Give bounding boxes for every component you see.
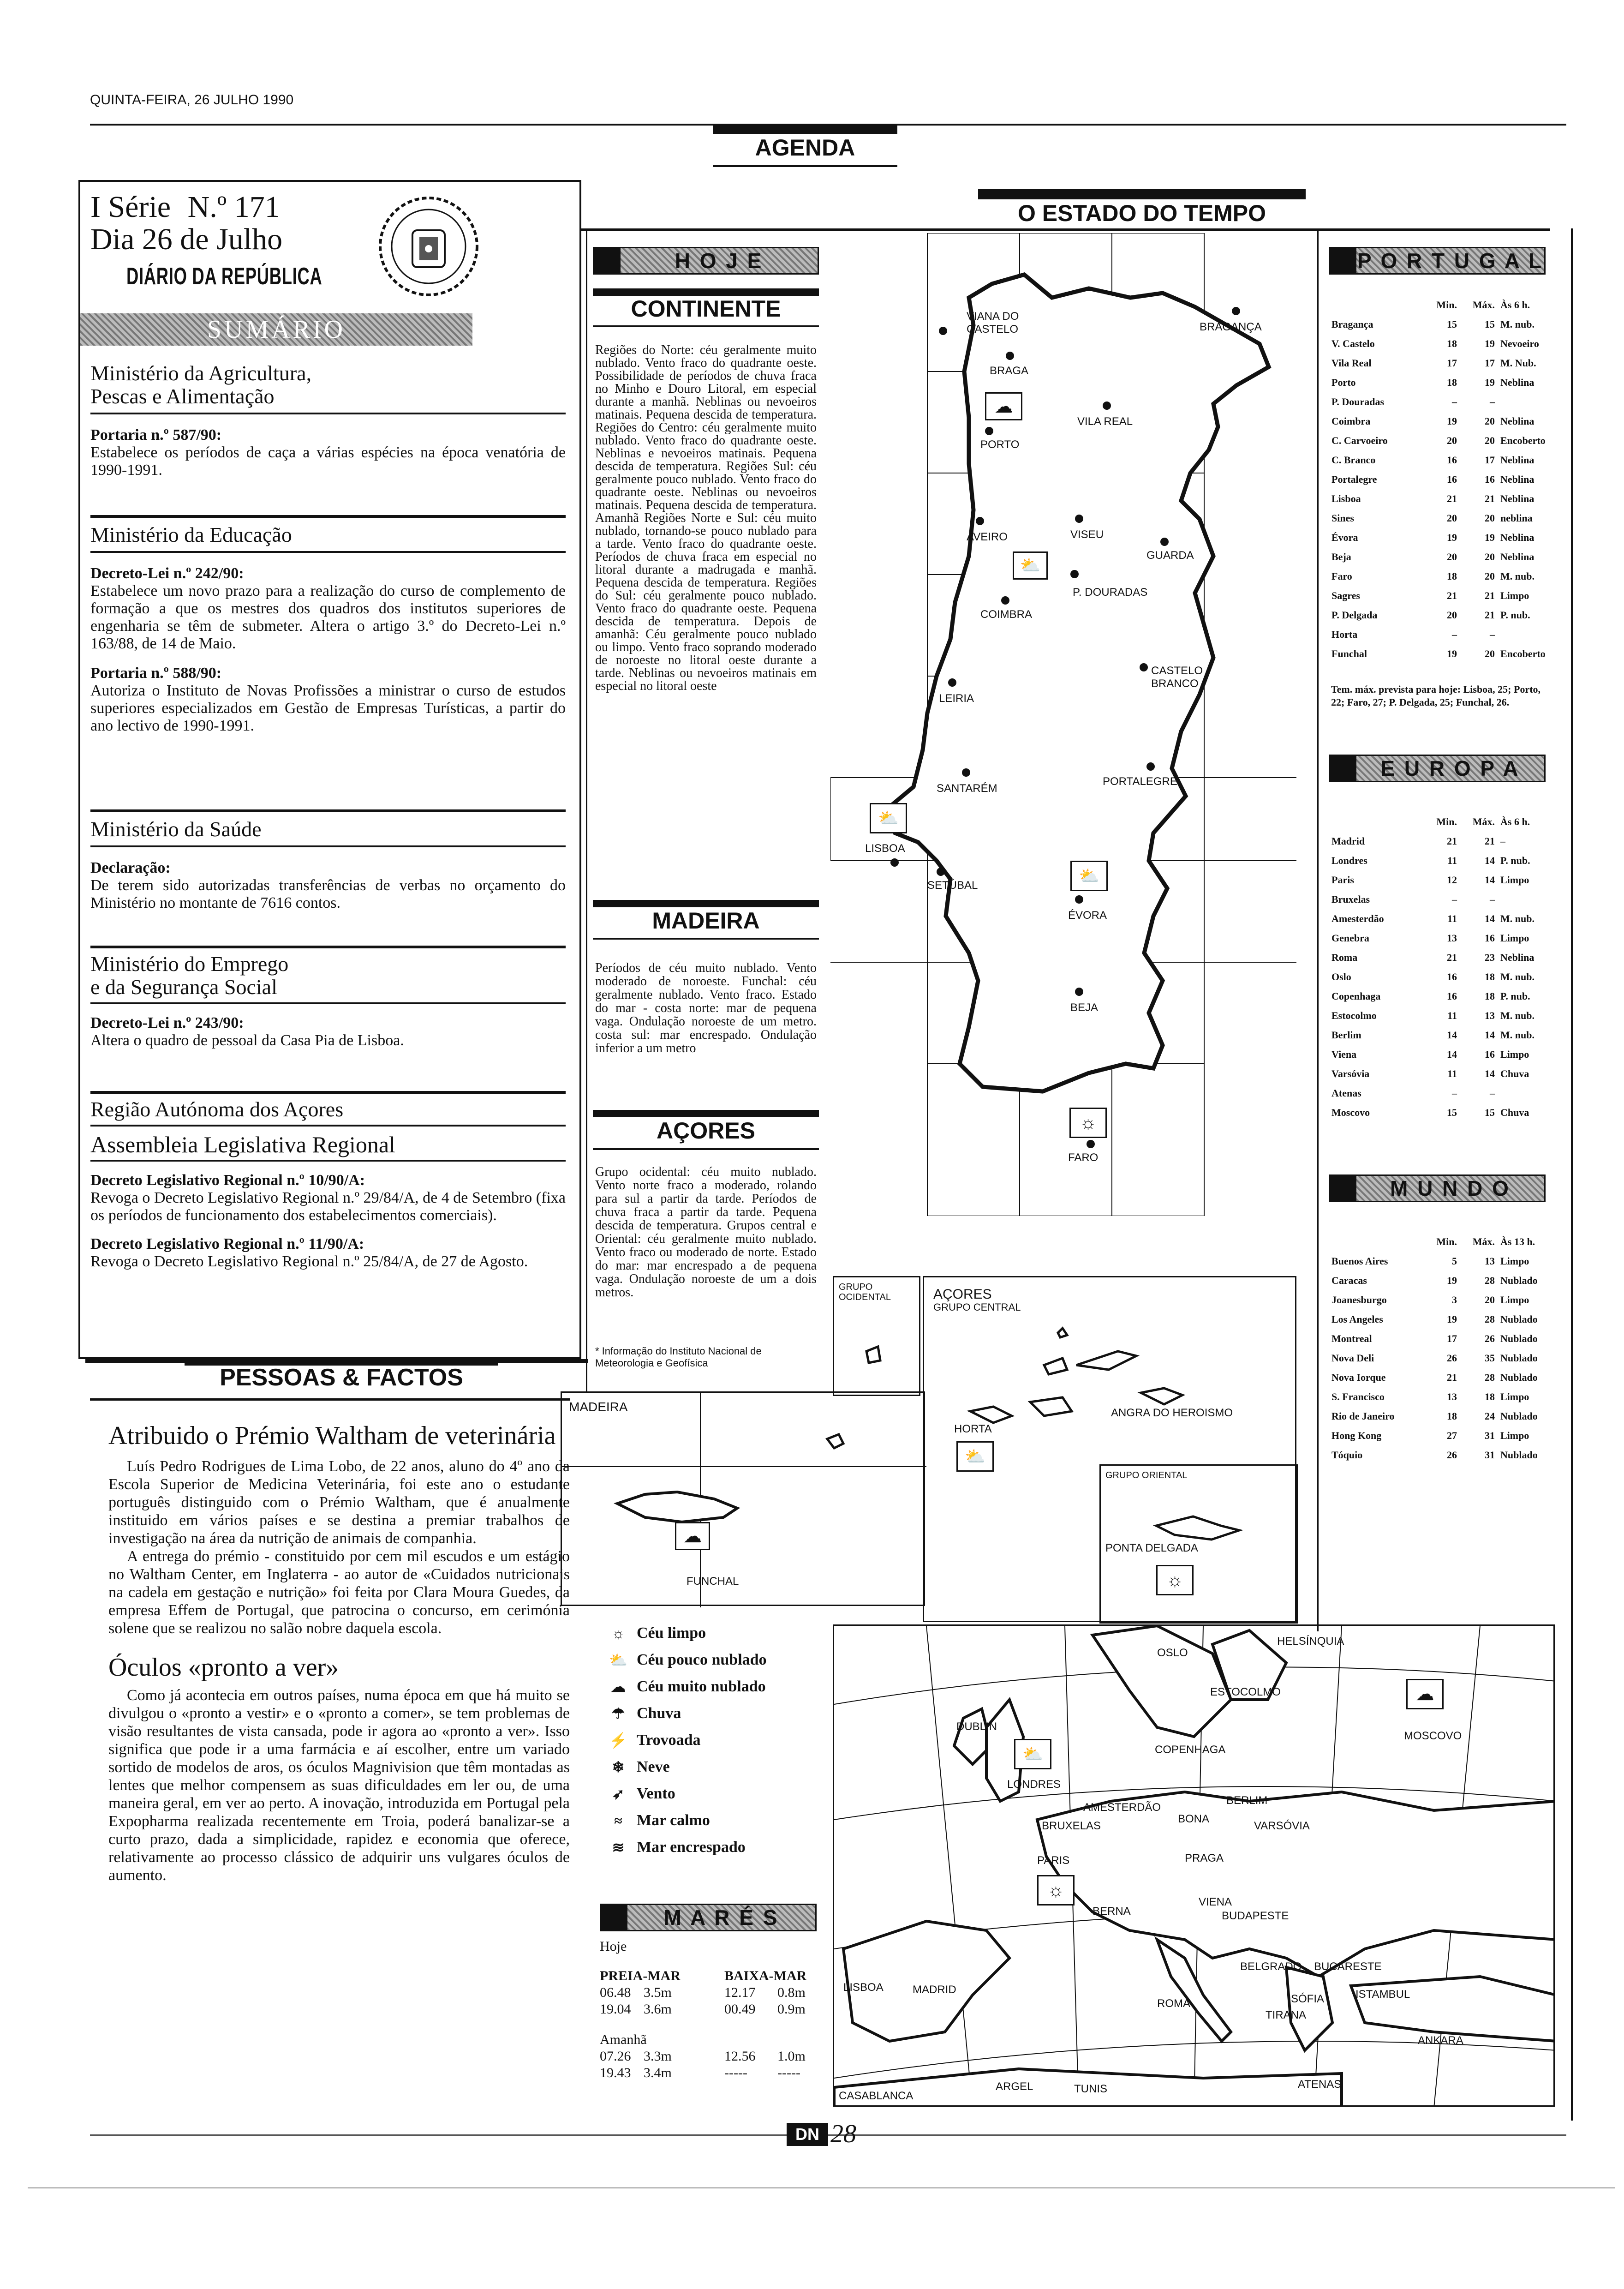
article1-text: Luís Pedro Rodrigues de Lima Lobo, de 22 anos, aluno do 4º ano da Escola Superior de Medicina Veterinária, foi este ano o estudante português distinguido com o Prémio Waltham, que é anualmente instituido em vários países e se destina a premiar trabalhos de investigação na área da nutrição de animais de companhia. xyxy=(108,1458,570,1547)
cloudy-icon: ☁ xyxy=(985,392,1022,420)
map-label: VISEU xyxy=(1070,528,1104,541)
item-text: Estabelece os períodos de caça a várias espécies na época venatória de 1990-1991. xyxy=(90,444,566,479)
table-row: Sagres 21 21 Limpo xyxy=(1331,590,1529,601)
map-label: ANKARA xyxy=(1418,2034,1463,2047)
city-dot xyxy=(948,678,956,687)
table-row: Nova Deli 26 35 Nublado xyxy=(1331,1352,1538,1364)
madeira-under xyxy=(593,938,819,940)
table-row: Genebra 13 16 Limpo xyxy=(1331,932,1529,944)
europa-table xyxy=(1329,812,1537,1122)
tempo-top-rule xyxy=(978,189,1306,199)
block-icon xyxy=(1329,247,1356,275)
table-row: Beja 20 20 Neblina xyxy=(1331,551,1534,563)
weather-legend xyxy=(600,1620,830,1861)
item-text: Altera o quadro de pessoal da Casa Pia de Lisboa. xyxy=(90,1032,404,1049)
ministry-line: Ministério da Agricultura, xyxy=(90,361,312,385)
map-label: GRUPO ORIENTAL xyxy=(1105,1470,1188,1480)
map-label: ISTAMBUL xyxy=(1355,1988,1410,2001)
table-row: Berlim 14 14 M. nub. xyxy=(1331,1029,1534,1041)
partly-cloudy-icon: ⛅ xyxy=(609,1652,627,1668)
item-title: Declaração: xyxy=(90,859,171,876)
bottom-edge xyxy=(28,2187,1615,2188)
legend-row xyxy=(600,1754,830,1780)
item-title: Decreto Legislativo Regional n.º 10/90/A: xyxy=(90,1172,365,1189)
legend-label: Mar encrespado xyxy=(637,1839,746,1856)
col-head: Às 6 h. xyxy=(1500,816,1530,827)
map-label: FARO xyxy=(1068,1151,1099,1164)
city-dot xyxy=(1232,307,1240,315)
city-dot xyxy=(1075,515,1083,523)
europe-map xyxy=(833,1624,1555,2107)
mares-hoje: Hoje xyxy=(600,1939,627,1954)
hoje-bar xyxy=(593,247,819,275)
item-text: Estabelece um novo prazo para a realização do curso de complemento de formação a que os mestres dos quadros dos institutos superiores de engenharia se têm de submeter. Altera o artigo 3.º do Decreto-Lei n.º 163/88, de 14 de Maio. xyxy=(90,582,566,652)
map-label: ROMA xyxy=(1157,1997,1190,2010)
legend-row xyxy=(600,1673,830,1700)
legend-row xyxy=(600,1700,830,1727)
table-row: V. Castelo 18 19 Nevoeiro xyxy=(1331,338,1539,349)
col-rule xyxy=(1317,228,1319,1631)
city-dot xyxy=(1075,895,1083,904)
page-logo: DN xyxy=(787,2123,828,2146)
col-head: Min. xyxy=(1436,816,1457,827)
map-label: CASTELO BRANCO xyxy=(1151,665,1203,690)
tide-value: 0.9m xyxy=(777,2001,806,2017)
section-title: AGENDA xyxy=(755,135,855,161)
tide-value: 19.43 xyxy=(600,2065,631,2080)
map-label: GRUPO CENTRAL xyxy=(933,1301,1021,1313)
ministry-agricultura xyxy=(90,362,566,408)
map-label: BEJA xyxy=(1070,1001,1099,1014)
rough-sea-icon: ≋ xyxy=(612,1839,625,1856)
map-label: FUNCHAL xyxy=(687,1575,739,1588)
map-label: TUNIS xyxy=(1074,2083,1107,2095)
legend-label: Trovoada xyxy=(637,1732,701,1749)
rain-icon: ☂ xyxy=(611,1705,625,1722)
legend-label: Vento xyxy=(637,1785,675,1802)
acores-under xyxy=(593,1148,819,1150)
table-row: Coimbra 19 20 Neblina xyxy=(1331,415,1534,427)
table-row: Joanesburgo 3 20 Limpo xyxy=(1331,1294,1529,1306)
map-label: VILA REAL xyxy=(1077,415,1133,428)
table-row: Londres 11 14 P. nub. xyxy=(1331,855,1530,866)
divider xyxy=(90,515,566,518)
pessoas-bottom-rule xyxy=(90,1398,570,1401)
col-head: Máx. xyxy=(1472,299,1495,311)
map-label: VARSÓVIA xyxy=(1254,1820,1310,1832)
tide-value: 3.5m xyxy=(644,1985,672,2000)
madeira-rule xyxy=(593,900,819,907)
tide-value: 3.4m xyxy=(644,2065,672,2080)
item-text: Revoga o Decreto Legislativo Regional n.º 25/84/A, de 27 de Agosto. xyxy=(90,1253,528,1270)
article2-title: Óculos «pronto a ver» xyxy=(108,1653,339,1682)
map-label: GUARDA xyxy=(1146,549,1194,562)
table-row: Lisboa 21 21 Neblina xyxy=(1331,493,1534,504)
partly-cloudy-icon: ⛅ xyxy=(956,1441,994,1472)
map-label: LEIRIA xyxy=(939,692,974,705)
map-label: HELSÍNQUIA xyxy=(1277,1635,1344,1648)
table-row: P. Douradas – – xyxy=(1331,396,1495,407)
map-label: BRUXELAS xyxy=(1042,1820,1101,1832)
block-icon xyxy=(600,1904,627,1931)
continente-under xyxy=(593,325,819,327)
coat-of-arms-icon xyxy=(371,191,486,302)
sun-icon: ☼ xyxy=(1037,1875,1075,1906)
table-row: Nova Iorque 21 28 Nublado xyxy=(1331,1372,1538,1383)
madeira-map xyxy=(561,1391,925,1606)
map-label: BRAGANÇA xyxy=(1200,321,1262,333)
table-row: Viena 14 16 Limpo xyxy=(1331,1049,1529,1060)
map-label: BUCARESTE xyxy=(1314,1960,1382,1973)
map-label: AMESTERDÃO xyxy=(1083,1801,1161,1814)
col-rule xyxy=(586,228,587,1391)
grupo-ocidental-box xyxy=(833,1276,920,1396)
map-label: AVEIRO xyxy=(967,531,1008,543)
numero: N.º 171 xyxy=(187,190,280,224)
col-head: Máx. xyxy=(1472,1236,1495,1247)
tide-value: 06.48 xyxy=(600,1985,631,2000)
table-row: Caracas 19 28 Nublado xyxy=(1331,1275,1538,1286)
tide-value: 19.04 xyxy=(600,2001,631,2017)
acores-title: AÇORES xyxy=(657,1118,755,1144)
divider xyxy=(90,946,566,948)
map-label: ANGRA DO HEROISMO xyxy=(1111,1407,1233,1419)
table-row: Amesterdão 11 14 M. nub. xyxy=(1331,913,1534,924)
partly-cloudy-icon: ⛅ xyxy=(1014,1739,1051,1769)
legend-row xyxy=(600,1807,830,1834)
col-rule xyxy=(1571,228,1573,2121)
acores-rule xyxy=(593,1110,819,1117)
city-dot xyxy=(976,517,984,525)
europa-bar xyxy=(1329,755,1546,782)
page-number: 28 xyxy=(830,2120,856,2148)
map-label: BERLIM xyxy=(1226,1794,1268,1807)
table-row: S. Francisco 13 18 Limpo xyxy=(1331,1391,1529,1402)
table-row: Bruxelas – – xyxy=(1331,893,1495,905)
footer-rule xyxy=(90,2134,1566,2136)
sumario-bar xyxy=(80,313,472,346)
map-label: BUDAPESTE xyxy=(1222,1910,1289,1922)
map-label: BONA xyxy=(1178,1813,1210,1825)
dia: Dia 26 de Julho xyxy=(90,222,283,256)
map-label: ÉVORA xyxy=(1068,909,1107,922)
table-row: Vila Real 17 17 M. Nub. xyxy=(1331,357,1536,369)
cloudy-icon: ☁ xyxy=(1406,1679,1444,1709)
table-row: Roma 21 23 Neblina xyxy=(1331,952,1534,963)
item-title: Portaria n.º 588/90: xyxy=(90,665,222,682)
map-label: LONDRES xyxy=(1007,1778,1061,1791)
map-label: HORTA xyxy=(954,1423,992,1435)
city-dot xyxy=(1070,570,1079,578)
mares-label: M A R É S xyxy=(627,1905,815,1930)
map-label: P. DOURADAS xyxy=(1073,586,1148,599)
legend-row xyxy=(600,1834,830,1861)
ministry-emprego xyxy=(90,953,566,999)
map-label: TIRANA xyxy=(1266,2009,1307,2021)
assembly: Assembleia Legislativa Regional xyxy=(90,1132,395,1157)
table-row: Porto 18 19 Neblina xyxy=(1331,377,1534,388)
partly-cloudy-icon: ⛅ xyxy=(1070,861,1108,891)
map-label: LISBOA xyxy=(843,1981,884,1994)
portugal-bar xyxy=(1329,247,1546,275)
legend-row xyxy=(600,1647,830,1673)
partly-cloudy-icon: ⛅ xyxy=(1013,551,1048,580)
legend-label: Céu limpo xyxy=(637,1624,706,1642)
city-dot xyxy=(1160,538,1169,546)
page-date: QUINTA-FEIRA, 26 JULHO 1990 xyxy=(90,92,294,108)
thunder-icon: ⚡ xyxy=(609,1732,627,1749)
col-head: Às 6 h. xyxy=(1500,299,1530,311)
city-dot xyxy=(1075,988,1083,996)
sumario-label: SUMÁRIO xyxy=(207,315,346,344)
portugal-label: P O R T U G A L xyxy=(1357,249,1544,273)
city-dot xyxy=(1001,596,1009,605)
ministry-line: Pescas e Alimentação xyxy=(90,384,275,408)
mares-amanha: Amanhã xyxy=(600,2032,647,2047)
tide-value: 12.17 xyxy=(724,1985,756,2000)
tide-value: 07.26 xyxy=(600,2049,631,2064)
ministry-line: e da Segurança Social xyxy=(90,975,277,999)
map-label: PRAGA xyxy=(1185,1852,1224,1864)
city-dot xyxy=(985,427,993,435)
table-row: Rio de Janeiro 18 24 Nublado xyxy=(1331,1410,1538,1422)
city-dot xyxy=(1087,1140,1095,1148)
table-row: C. Branco 16 17 Neblina xyxy=(1331,454,1534,466)
acores-text: Grupo ocidental: céu muito nublado. Vento norte fraco a moderado, rolando para sul a partir da tarde. Períodos de chuva fraca a partir da tarde. Pequena descida de temperatura. Grupos central e Oriental: céu geralmente muito nublado. Vento fraco ou moderado de norte. Estado do mar: mar encrespado a de pequena vaga. Ondulação noroeste de um a dois metros. xyxy=(595,1165,817,1300)
table-row: Sines 20 20 neblina xyxy=(1331,512,1533,524)
table-row: P. Delgada 20 21 P. nub. xyxy=(1331,609,1530,621)
table-row: Bragança 15 15 M. nub. xyxy=(1331,318,1534,330)
map-label: BERNA xyxy=(1093,1905,1131,1917)
grupo-oriental-box xyxy=(1099,1464,1298,1624)
diario-box xyxy=(78,180,581,1359)
mares-bar xyxy=(600,1904,817,1931)
fonte-note: * Informação do Instituto Nacional de Meteorologia e Geofísica xyxy=(595,1345,762,1369)
tide-value: 0.8m xyxy=(777,1985,806,2000)
map-label: ARGEL xyxy=(996,2080,1033,2093)
tempo-title: O ESTADO DO TEMPO xyxy=(1018,200,1266,226)
article1-text2: A entrega do prémio - constituido por cem mil escudos e um estágio no Waltham Center, em Inglaterra - ao autor de «Cuidados nutricionais na cadela em gestação e nutrição» foi feita por Clara Moura Guedes, da empresa Effem de Portugal, que patrocina o concurso, em cerimónia solene que se realizou no salão nobre daquela escola. xyxy=(108,1548,570,1637)
map-label: PORTALEGRE xyxy=(1103,775,1177,788)
tide-value: ----- xyxy=(724,2065,747,2080)
city-dot xyxy=(1146,762,1155,771)
map-label: GRUPO OCIDENTAL xyxy=(839,1282,891,1302)
table-row: Montreal 17 26 Nublado xyxy=(1331,1333,1538,1344)
map-label: SÓFIA xyxy=(1291,1993,1325,2005)
col-head: Min. xyxy=(1436,1236,1457,1247)
sun-icon: ☼ xyxy=(1156,1565,1194,1595)
city-dot xyxy=(890,858,899,867)
table-row: Varsóvia 11 14 Chuva xyxy=(1331,1068,1529,1079)
mundo-table xyxy=(1329,1232,1540,1465)
legend-row xyxy=(600,1780,830,1807)
mundo-label: M U N D O xyxy=(1356,1176,1544,1201)
partly-cloudy-icon: ⛅ xyxy=(870,803,907,833)
map-label: ATENAS xyxy=(1298,2078,1342,2091)
cloudy-icon: ☁ xyxy=(611,1678,626,1695)
map-label: MADRID xyxy=(913,1983,956,1996)
table-row: Buenos Aires 5 13 Limpo xyxy=(1331,1255,1529,1267)
wind-icon: ➶ xyxy=(612,1786,625,1802)
legend-label: Neve xyxy=(637,1758,670,1775)
map-label: PONTA DELGADA xyxy=(1105,1542,1198,1554)
portugal-map xyxy=(830,233,1296,1216)
table-row: Portalegre 16 16 Neblina xyxy=(1331,473,1534,485)
table-row: Estocolmo 11 13 M. nub. xyxy=(1331,1010,1534,1021)
continente-rule xyxy=(593,288,819,296)
item-title: Decreto-Lei n.º 243/90: xyxy=(90,1014,244,1031)
map-label: PORTO xyxy=(980,438,1020,451)
sun-icon: ☼ xyxy=(1069,1108,1107,1138)
agenda-underline xyxy=(713,165,897,167)
item-title: Decreto Legislativo Regional n.º 11/90/A: xyxy=(90,1235,364,1252)
city-dot xyxy=(1103,401,1111,410)
map-label: DUBLIN xyxy=(956,1720,997,1733)
agenda-tab xyxy=(713,124,897,166)
block-icon xyxy=(1329,1174,1356,1202)
madeira-title: MADEIRA xyxy=(652,908,760,934)
tide-value: ----- xyxy=(777,2065,800,2080)
tide-value: 3.6m xyxy=(644,2001,672,2017)
table-row: Paris 12 14 Limpo xyxy=(1331,874,1529,886)
acores-map xyxy=(923,1276,1296,1622)
ministry-saude: Ministério da Saúde xyxy=(90,817,262,841)
map-label: COPENHAGA xyxy=(1155,1744,1226,1756)
legend-label: Chuva xyxy=(637,1705,681,1722)
map-label: SETÚBAL xyxy=(927,879,978,892)
tide-value: 1.0m xyxy=(777,2049,806,2064)
table-row: Hong Kong 27 31 Limpo xyxy=(1331,1430,1529,1441)
mundo-bar xyxy=(1329,1174,1546,1202)
tide-value: 12.56 xyxy=(724,2049,756,2064)
divider xyxy=(90,809,566,812)
map-label: LISBOA xyxy=(865,842,905,855)
tide-value: 00.49 xyxy=(724,2001,756,2017)
map-label: OSLO xyxy=(1157,1647,1188,1659)
map-label: ESTOCOLMO xyxy=(1210,1686,1281,1698)
pessoas-header: PESSOAS & FACTOS xyxy=(220,1364,463,1391)
map-label: SANTARÉM xyxy=(937,782,997,795)
portugal-note: Tem. máx. prevista para hoje: Lisboa, 25; Porto, 22; Faro, 27; P. Delgada, 25; Funchal, 26. xyxy=(1331,683,1541,708)
item-text: De terem sido autorizadas transferências de verbas no orçamento do Ministério no montante de 7616 contos. xyxy=(90,877,566,911)
serie: I Série xyxy=(90,190,171,224)
table-row: Faro 18 20 M. nub. xyxy=(1331,570,1534,582)
map-label: BRAGA xyxy=(990,365,1029,377)
calm-sea-icon: ≈ xyxy=(614,1812,622,1829)
masthead: DIÁRIO DA REPÚBLICA xyxy=(126,263,322,290)
table-row: Los Angeles 19 28 Nublado xyxy=(1331,1313,1538,1325)
item-title: Portaria n.º 587/90: xyxy=(90,426,222,443)
table-row: Copenhaga 16 18 P. nub. xyxy=(1331,990,1530,1002)
block-icon xyxy=(1329,755,1356,782)
portugal-table xyxy=(1329,295,1548,664)
legend-row xyxy=(600,1620,830,1647)
city-dot xyxy=(1140,663,1148,671)
map-label: VIANA DO CASTELO xyxy=(967,310,1019,336)
city-dot xyxy=(937,868,945,876)
mares-table xyxy=(600,1938,821,2081)
table-row: Tóquio 26 31 Nublado xyxy=(1331,1449,1538,1461)
map-label: COIMBRA xyxy=(980,608,1033,621)
table-row: Oslo 16 18 M. nub. xyxy=(1331,971,1534,983)
map-label: MOSCOVO xyxy=(1404,1730,1462,1742)
continente-title: CONTINENTE xyxy=(631,296,781,322)
article2-text: Como já acontecia em outros países, numa época em que há muito se divulgou o «pronto a vestir» e o «pronto a comer», se tem problemas de visão resultantes de vista cansada, pode ir agora ao «pronto a ver». Isso significa que pode ir a uma farmácia e aí escolher, entre um variado sortido de modelos de aros, os óculos Magnivision que têm montadas as lentes que melhor compensem as suas dificuldades em ler ou, de uma maneira geral, em ver ao perto. A inovação, introduzida em Portugal pela Expopharma realizada recentemente em Troia, poderá banalizar-se a curto prazo, dada a simplicidade, rapidez e economia que oferece, relativamente ao processo clássico de adquirir uns vulgares óculos de aumento. xyxy=(108,1687,570,1884)
table-row: Funchal 19 20 Encoberto xyxy=(1331,648,1546,659)
legend-label: Céu muito nublado xyxy=(637,1678,766,1695)
col-head: Min. xyxy=(1436,299,1457,311)
ministry-educacao: Ministério da Educação xyxy=(90,523,292,546)
map-label: BELGRADO xyxy=(1240,1960,1302,1973)
item-title: Decreto-Lei n.º 242/90: xyxy=(90,565,244,582)
table-row: Horta – – xyxy=(1331,629,1495,640)
preia-header: PREIA-MAR xyxy=(600,1968,681,1983)
legend-label: Céu pouco nublado xyxy=(637,1651,767,1668)
map-label: MADEIRA xyxy=(569,1400,628,1414)
legend-label: Mar calmo xyxy=(637,1812,710,1829)
table-row: Madrid 21 21 – xyxy=(1331,835,1505,847)
item-text: Autoriza o Instituto de Novas Profissões a ministrar o curso de estudos superiores especializados em Gestão de Empresas Turísticas, a partir do ano lectivo de 1990-1991. xyxy=(90,682,566,734)
table-row: Atenas – – xyxy=(1331,1087,1495,1099)
legend-row xyxy=(600,1727,830,1754)
divider xyxy=(90,1091,566,1094)
tempo-under-rule xyxy=(581,228,1550,231)
map-label: CASABLANCA xyxy=(839,2090,914,2102)
ministry-line: Ministério do Emprego xyxy=(90,952,289,976)
europa-label: E U R O P A xyxy=(1356,756,1544,781)
sun-icon: ☼ xyxy=(611,1624,625,1642)
region-acores: Região Autónoma dos Açores xyxy=(90,1097,344,1121)
snow-icon: ❄ xyxy=(612,1759,625,1775)
map-label: VIENA xyxy=(1199,1896,1232,1908)
col-head: Máx. xyxy=(1472,816,1495,827)
article1-title: Atribuido o Prémio Waltham de veterinária xyxy=(108,1421,556,1450)
col-head: Às 13 h. xyxy=(1500,1236,1535,1247)
table-row: Moscovo 15 15 Chuva xyxy=(1331,1107,1529,1118)
block-icon xyxy=(593,247,621,275)
hoje-label: H O J E xyxy=(621,248,818,273)
city-dot xyxy=(962,768,970,777)
city-dot xyxy=(939,327,947,335)
tide-value: 3.3m xyxy=(644,2049,672,2064)
baixa-header: BAIXA-MAR xyxy=(724,1968,807,1983)
item-text: Revoga o Decreto Legislativo Regional n.º 29/84/A, de 4 de Setembro (fixa os períodos de funcionamento dos estabelecimentos comerciais). xyxy=(90,1189,566,1224)
madeira-text: Períodos de céu muito nublado. Vento moderado de noroeste. Funchal: céu geralmente nublado. Vento fraco. Estado do mar - costa norte: mar de pequena vaga. Ondulação noroeste de um metro. costa sul: mar encrespado. Ondulação inferior a um metro xyxy=(595,961,817,1055)
cloudy-icon: ☁ xyxy=(675,1522,710,1550)
continente-text: Regiões do Norte: céu geralmente muito nublado. Vento fraco do quadrante oeste. Possibilidade de períodos de chuva fraca no Minho e Douro Litoral, em especial durante a manhã. Neblinas ou nevoeiros matinais. Pequena descida de temperatura. Regiões do Centro: céu geralmente muito nublado. Vento fraco do quadrante oeste. Neblinas e nevoeiros matinais. Pequena descida de temperatura. Regiões Sul: céu geralmente pouco nublado. Vento fraco do quadrante oeste. Neblinas ou nevoeiros matinais. Pequena descida de temperatura. Amanhã Regiões Norte e Sul: céu muito nublado, tornando-se pouco nublado para a tarde. Vento fraco do quadrante oeste. Períodos de chuva fraca em especial no litoral durante a madrugada e manhã. Pequena descida de temperatura. Regiões do Sul: céu geralmente pouco nublado. Vento fraco do quadrante oeste. Pequena descida de temperatura. Depois de amanhã: Céu geralmente pouco nublado ou limpo. Vento fraco soprando moderado de noroeste no litoral oeste durante a tarde. Neblinas ou nevoeiros matinais em especial no litoral oeste xyxy=(595,343,817,693)
table-row: Évora 19 19 Neblina xyxy=(1331,532,1534,543)
map-label: AÇORES xyxy=(933,1287,992,1302)
map-label: PARIS xyxy=(1037,1854,1070,1867)
table-row: C. Carvoeiro 20 20 Encoberto xyxy=(1331,435,1546,446)
city-dot xyxy=(1006,352,1014,360)
